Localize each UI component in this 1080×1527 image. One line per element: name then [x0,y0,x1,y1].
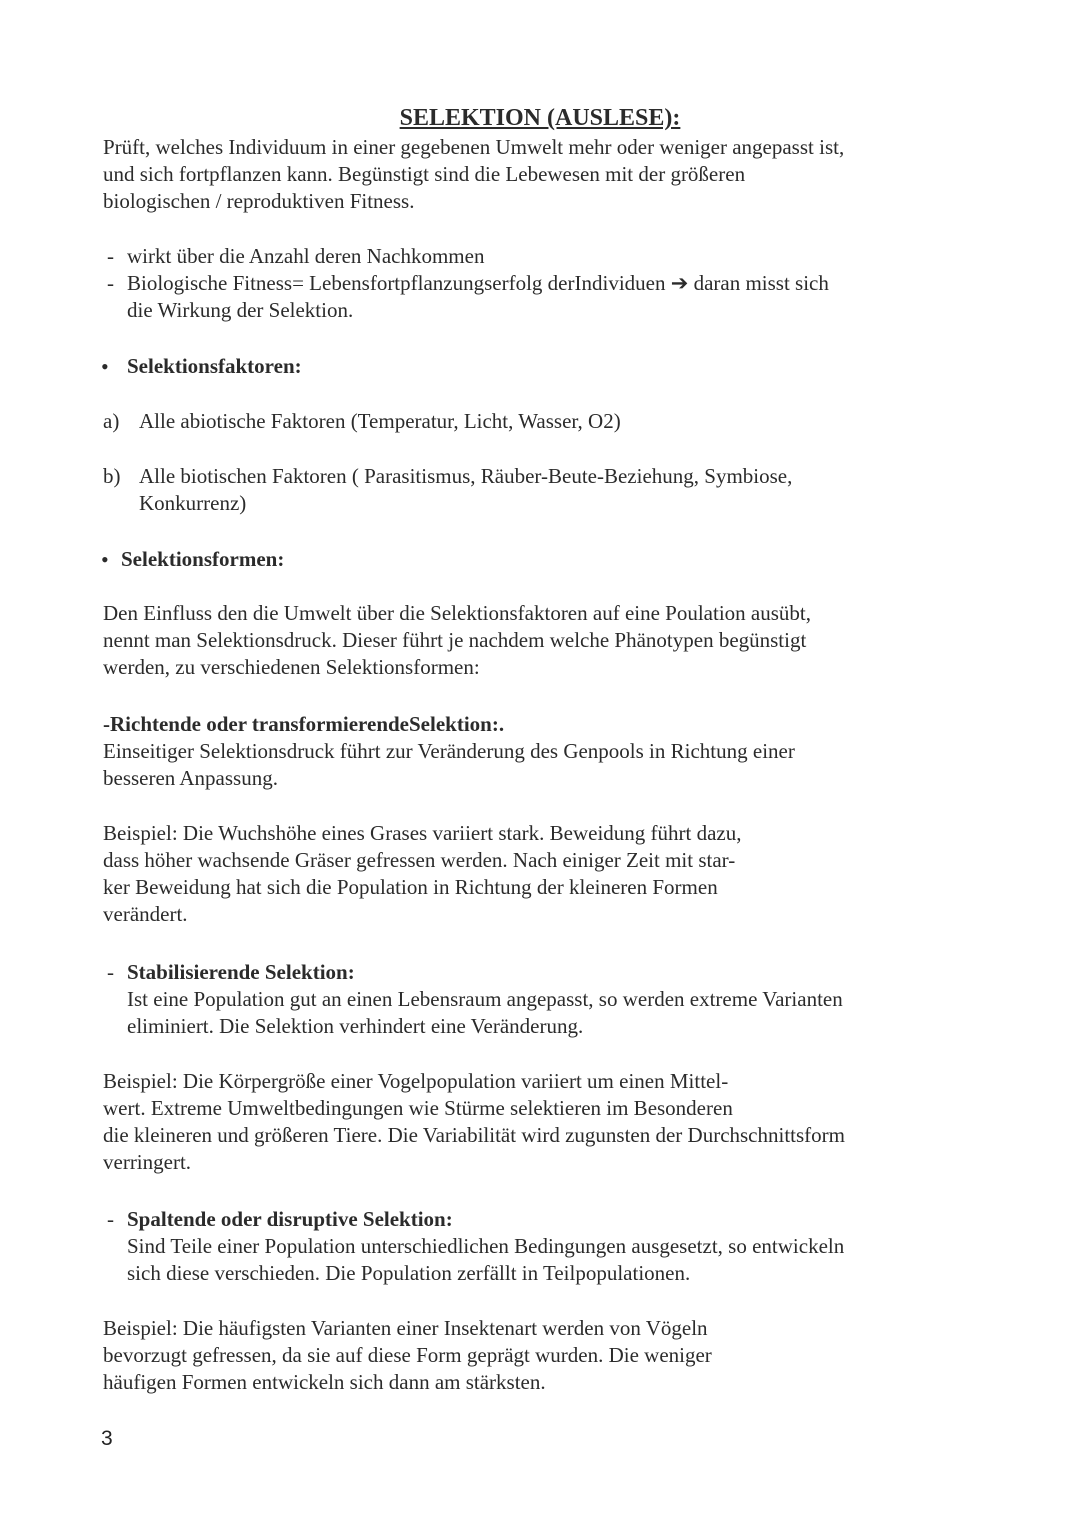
stabilizing-example-2: wert. Extreme Umweltbedingungen wie Stürme selektieren im Besonderen [103,1096,733,1120]
factor-abiotic: Alle abiotische Faktoren (Temperatur, Licht, Wasser, O2) [139,409,621,433]
stabilizing-text-2: eliminiert. Die Selektion verhindert eine Veränderung. [127,1014,584,1038]
page-number: 3 [101,1427,113,1450]
factor-biotic-line-2: Konkurrenz) [139,491,247,515]
directional-example-1: Beispiel: Die Wuchshöhe eines Grases variiert stark. Beweidung führt dazu, [103,821,742,845]
disruptive-text-1: Sind Teile einer Population unterschiedlichen Bedingungen ausgesetzt, so entwickeln [127,1234,845,1258]
directional-heading: -Richtende oder transformierendeSelektion:. [103,712,505,736]
dash-marker: - [107,960,114,984]
dash-item-1: wirkt über die Anzahl deren Nachkommen [127,244,485,268]
stabilizing-example-1: Beispiel: Die Körpergröße einer Vogelpopulation variiert um einen Mittel- [103,1069,729,1093]
forms-heading: Selektionsformen: [121,547,285,571]
page-title: SELEKTION (AUSLESE): [399,105,681,131]
bullet-marker: • [101,547,109,572]
bullet-marker: • [101,354,109,379]
list-marker-b: b) [103,464,121,488]
intro-line-1: Prüft, welches Individuum in einer gegebenen Umwelt mehr oder weniger angepasst ist, [103,135,845,159]
directional-text-1: Einseitiger Selektionsdruck führt zur Veränderung des Genpools in Richtung einer [103,739,795,763]
disruptive-heading: Spaltende oder disruptive Selektion: [127,1207,453,1231]
stabilizing-example-3: die kleineren und größeren Tiere. Die Variabilität wird zugunsten der Durchschnittsform [103,1123,846,1147]
disruptive-text-2: sich diese verschieden. Die Population zerfällt in Teilpopulationen. [127,1261,691,1285]
intro-line-2: und sich fortpflanzen kann. Begünstigt sind die Lebewesen mit der größeren [103,162,746,186]
factor-biotic-line-1: Alle biotischen Faktoren ( Parasitismus, Räuber-Beute-Beziehung, Symbiose, [139,464,793,488]
stabilizing-example-4: verringert. [103,1150,192,1174]
directional-text-2: besseren Anpassung. [103,766,278,790]
dash-item-2: Biologische Fitness= Lebensfortpflanzungserfolg derIndividuen ➔ daran misst sich [127,271,829,295]
factors-heading: Selektionsfaktoren: [127,354,302,378]
intro-line-3: biologischen / reproduktiven Fitness. [103,189,415,213]
disruptive-example-2: bevorzugt gefressen, da sie auf diese Form geprägt wurden. Die weniger [103,1343,712,1367]
disruptive-example-3: häufigen Formen entwickeln sich dann am stärksten. [103,1370,546,1394]
dash-marker: - [107,271,114,295]
forms-intro-1: Den Einfluss den die Umwelt über die Selektionsfaktoren auf eine Poulation ausübt, [103,601,812,625]
list-marker-a: a) [103,409,120,433]
disruptive-example-1: Beispiel: Die häufigsten Varianten einer Insektenart werden von Vögeln [103,1316,708,1340]
stabilizing-heading: Stabilisierende Selektion: [127,960,355,984]
directional-example-2: dass höher wachsende Gräser gefressen werden. Nach einiger Zeit mit star- [103,848,736,872]
forms-intro-2: nennt man Selektionsdruck. Dieser führt je nachdem welche Phänotypen begünstigt [103,628,807,652]
dash-marker: - [107,244,114,268]
dash-item-2-cont: die Wirkung der Selektion. [127,298,354,322]
forms-intro-3: werden, zu verschiedenen Selektionsformen: [103,655,480,679]
dash-marker: - [107,1207,114,1231]
directional-example-3: ker Beweidung hat sich die Population in Richtung der kleineren Formen [103,875,718,899]
directional-example-4: verändert. [103,902,188,926]
stabilizing-text-1: Ist eine Population gut an einen Lebensraum angepasst, so werden extreme Varianten [127,987,843,1011]
